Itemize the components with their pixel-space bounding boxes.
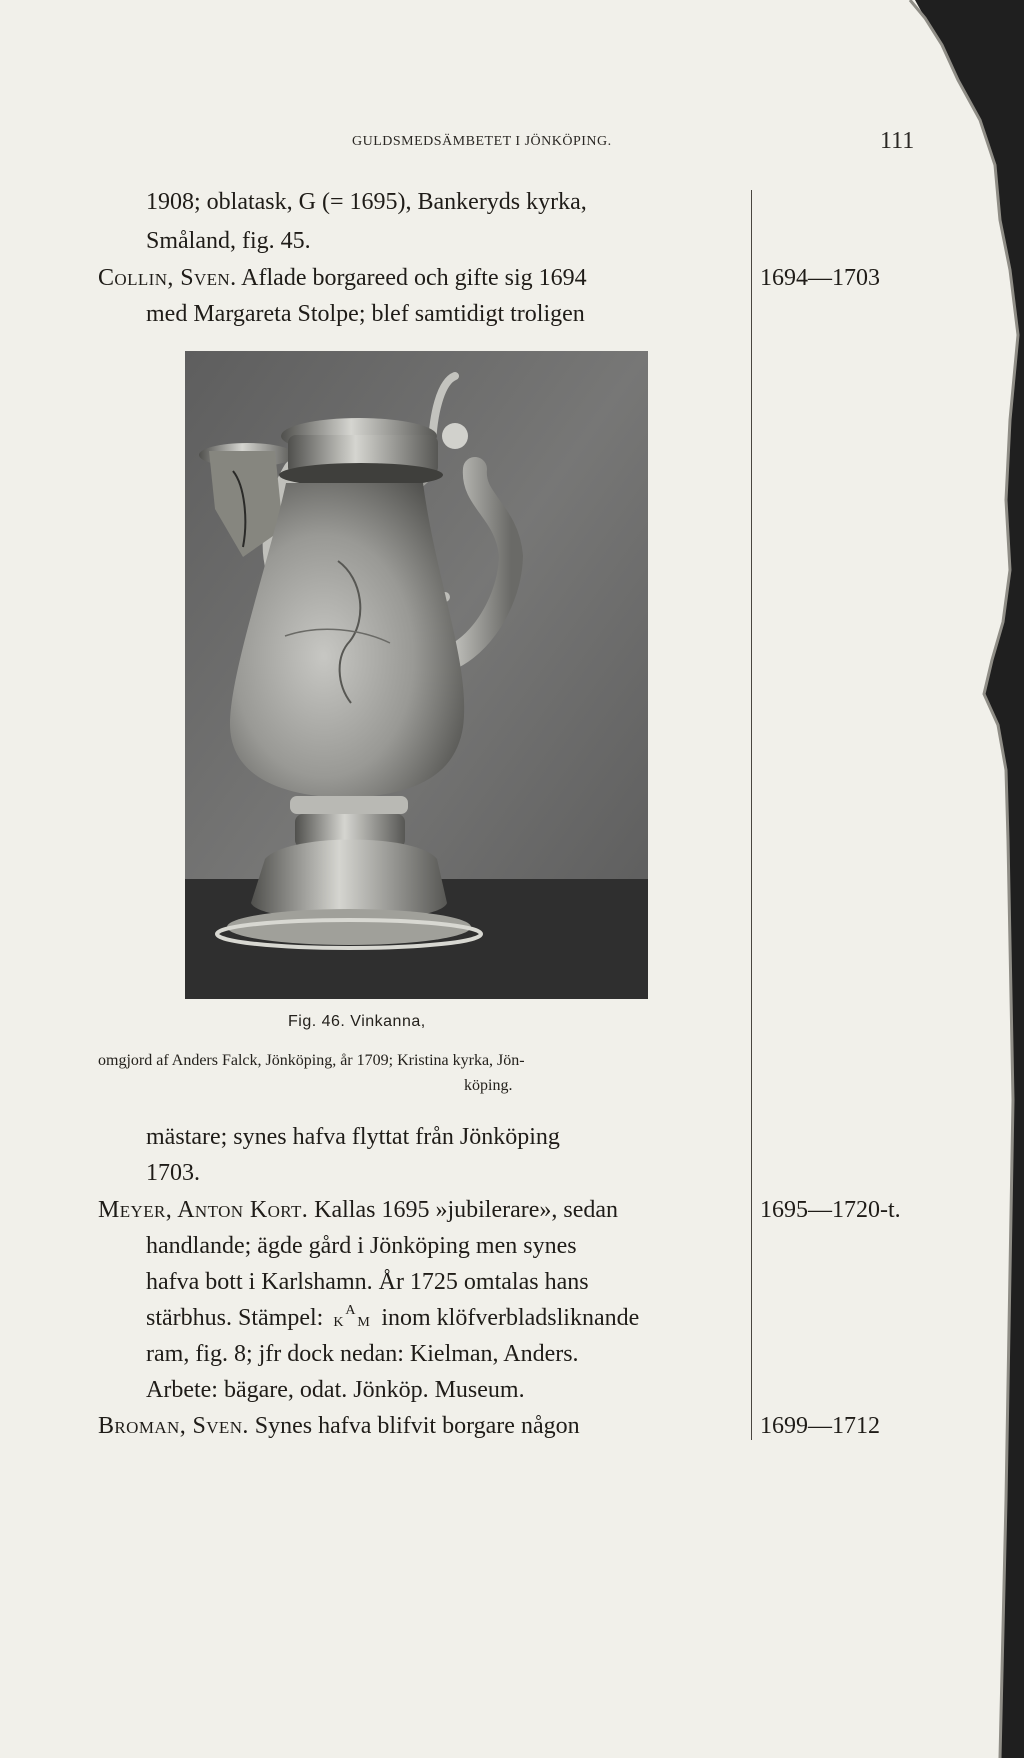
- text-line: 1703.: [146, 1160, 200, 1186]
- wine-jug-illustration: [185, 351, 648, 999]
- text-line: med Margareta Stolpe; blef samtidigt troligen: [146, 301, 585, 327]
- entry-meyer: [98, 1194, 736, 1226]
- thumb-piece: [442, 423, 468, 449]
- entry-collin: [98, 262, 736, 294]
- text-line: 1908; oblatask, G (= 1695), Bankeryds kyrka,: [146, 189, 587, 215]
- jug-foot: [251, 840, 447, 921]
- text-line: mästare; synes hafva flyttat från Jönköping: [146, 1124, 560, 1150]
- entry-broman: [98, 1410, 736, 1442]
- stamp-letter: K: [333, 1315, 344, 1330]
- entry-years: 1699—1712: [760, 1413, 880, 1439]
- figure-caption: [98, 1048, 748, 1098]
- text-line-stamp: [146, 1302, 736, 1334]
- entry-text: inom klöfverbladsliknande: [381, 1305, 640, 1331]
- entry-name: Meyer, Anton Kort.: [98, 1197, 309, 1223]
- caption-line: omgjord af Anders Falck, Jönköping, år 1709; Kristina kyrka, Jön-: [98, 1052, 525, 1069]
- maker-stamp: [329, 1302, 375, 1334]
- text-line: ram, fig. 8; jfr dock nedan: Kielman, Anders.: [146, 1341, 579, 1367]
- entry-years: 1694—1703: [760, 265, 880, 291]
- text-line: hafva bott i Karlshamn. År 1725 omtalas hans: [146, 1269, 589, 1295]
- figure-title: Fig. 46. Vinkanna,: [288, 1013, 426, 1030]
- entry-name: Broman, Sven.: [98, 1413, 249, 1439]
- entry-text: Kallas 1695 »jubilerare», sedan: [314, 1197, 619, 1223]
- page-number: 111: [880, 128, 915, 154]
- text-line: Småland, fig. 45.: [146, 228, 311, 254]
- entry-text: stärbhus. Stämpel:: [146, 1305, 324, 1331]
- text-line: handlande; ägde gård i Jönköping men synes: [146, 1233, 577, 1259]
- entry-text: Aflade borgareed och gifte sig 1694: [241, 265, 587, 291]
- text-line: Arbete: bägare, odat. Jönköp. Museum.: [146, 1377, 525, 1403]
- running-head: GULDSMEDSÄMBETET I JÖNKÖPING.: [352, 134, 612, 149]
- stamp-letter: A: [345, 1303, 356, 1318]
- entry-years: 1695—1720-t.: [760, 1197, 901, 1223]
- entry-text: Synes hafva blifvit borgare någon: [254, 1413, 580, 1439]
- caption-line: köping.: [464, 1077, 513, 1094]
- entry-name: Collin, Sven.: [98, 265, 237, 291]
- margin-column-rule: [751, 190, 752, 1440]
- stamp-letter: M: [357, 1315, 370, 1330]
- figure-wine-jug-photo: [185, 351, 648, 999]
